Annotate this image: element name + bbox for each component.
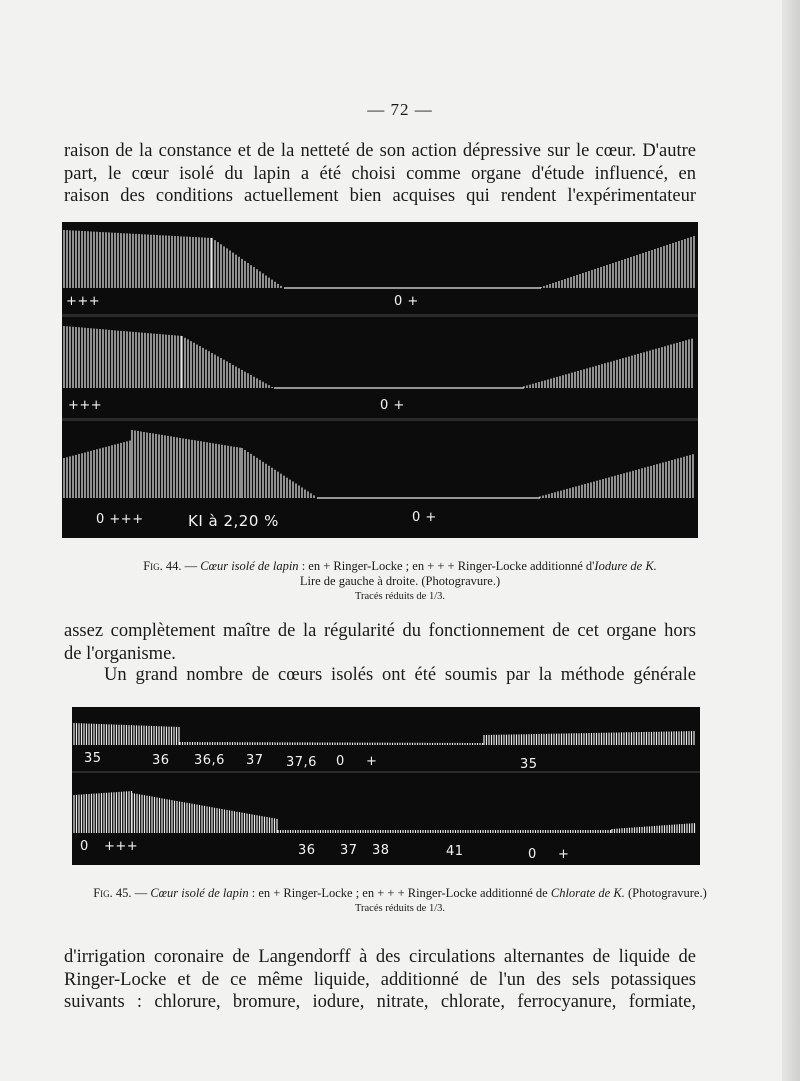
caption-44-line2: Lire de gauche à droite. (Photogravure.) [299,574,501,588]
track3-right-label: 0 + [412,510,437,525]
track1-label-0: 0 [336,754,345,769]
page-number: — 72 — [367,100,433,119]
caption-44-line3: Tracés réduits de 1/3. [354,591,445,602]
track3-left-label: 0 +++ [96,512,144,527]
caption-44: Fig. 44. — Cœur isolé de lapin : en + Ringer-Locke ; en + + + Ringer-Locke additionné d'Iodure de K. Lire de gauche à droite. (Photogravure.) Tracés réduits de 1/3. [60,559,740,604]
caption-45-title: Cœur isolé de lapin [150,886,249,900]
heart-trace-2 [64,326,692,388]
track2-label-37: 37 [340,843,358,858]
caption-45-text-b: (Photogravure.) [624,886,707,900]
heart-trace-3 [64,430,693,498]
text-line: de l'organisme. [64,643,176,664]
text-line: raison des conditions actuellement bien acquises qui rendent l'expérimentateur [64,186,696,206]
heart-trace-5 [74,791,695,833]
caption-45-salt: Chlorate de K. [550,886,625,900]
caption-45: Fig. 45. — Cœur isolé de lapin : en + Ringer-Locke ; en + + + Ringer-Locke additionné de Chlorate de K. (Photogravure.) Tracés réduits de 1/3. [60,886,740,916]
text-line: d'irrigation coronaire de Langendorff à des circulations alternantes de liquide de [64,947,696,967]
figure-44 [62,222,698,538]
heart-trace-1 [64,230,694,288]
heart-trace-4 [74,723,694,745]
track2-label-0: 0 [80,839,89,854]
paragraph-3 [64,664,696,687]
track-separator [62,314,698,317]
caption-45-text: : en + Ringer-Locke ; en + + + Ringer-Locke additionné de [248,886,551,900]
text-line: Un grand nombre de cœurs isolés ont été soumis par la méthode générale [104,665,696,685]
track-separator [62,418,698,421]
caption-45-line3: Tracés réduits de 1/3. [354,903,445,914]
figure-45-traces [72,707,700,865]
text-line: raison de la constance et de la netteté de son action dépressive sur le cœur. D'autre [64,141,696,161]
text-line: assez complètement maître de la régularité du fonctionnement de cet organe hors [64,621,696,641]
track1-left-label: +++ [66,294,101,309]
track2-left-label: +++ [68,398,103,413]
caption-45-fig: Fig. 45. [93,886,132,900]
track1-label-37-6: 37,6 [286,755,317,770]
caption-44-fig: Fig. 44. [143,559,182,573]
caption-44-text: : en + Ringer-Locke ; en + + + Ringer-Locke additionné d' [298,559,595,573]
track1-label-35: 35 [84,751,102,766]
paragraph-4 [64,946,696,1014]
track3-salt-label: KI à 2,20 % [188,512,279,530]
track1-label-plus: + [366,754,378,769]
caption-44-title: Cœur isolé de lapin [200,559,299,573]
track2-label-plus3: +++ [104,839,139,854]
track2-label-41: 41 [446,844,464,859]
paragraph-2 [64,620,696,665]
track2-label-36: 36 [298,843,316,858]
text-line: Ringer-Locke et de ce même liquide, additionné de l'un des sels potassiques [64,969,696,990]
track2-label-0-end: 0 [528,847,537,862]
track2-label-38: 38 [372,843,390,858]
paragraph-1 [64,140,696,208]
track-separator [72,771,700,773]
figure-44-traces [62,222,698,538]
caption-44-salt: Iodure de K. [594,559,657,573]
figure-45 [72,707,700,865]
text-line: suivants : chlorure, bromure, iodure, nitrate, chlorate, ferrocyanure, formiate, [64,992,696,1012]
track2-right-label: 0 + [380,398,405,413]
track1-label-36-6: 36,6 [194,753,225,768]
track1-label-35-end: 35 [520,757,538,772]
text-line: part, le cœur isolé du lapin a été choisi comme organe d'étude influencé, en [64,163,696,184]
track2-label-plus-end: + [558,847,570,862]
track1-label-36: 36 [152,753,170,768]
track1-right-label: 0 + [394,294,419,309]
page-edge [782,0,800,1081]
track1-label-37: 37 [246,753,264,768]
